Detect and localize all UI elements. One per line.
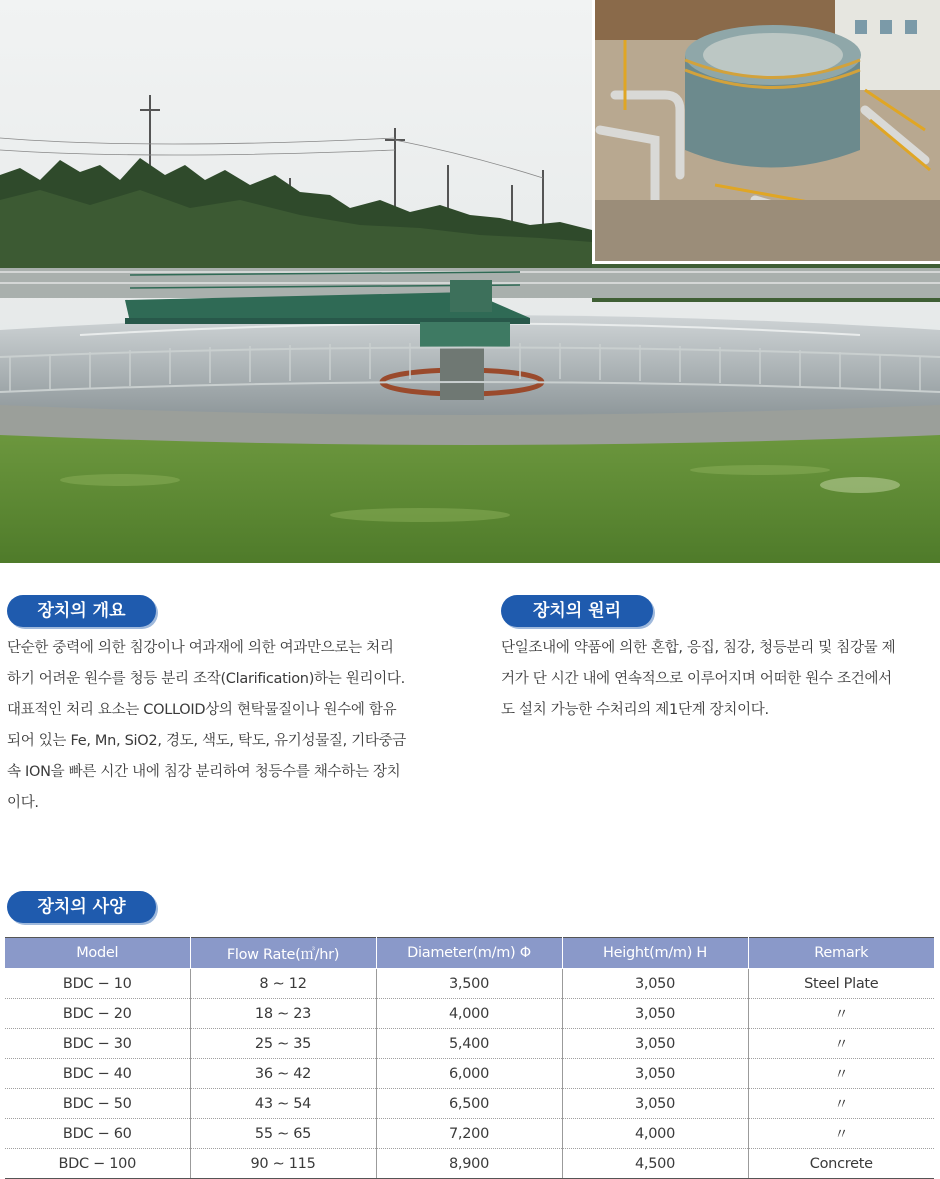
table-row	[5, 1119, 934, 1149]
overview-line: 하기 어려운 원수를 청등 분리 조작(Clarification)하는 원리이다.	[7, 671, 405, 687]
spec-table	[5, 937, 934, 1179]
header-model: Model	[5, 938, 190, 969]
overview-text	[7, 633, 442, 819]
cell-model: BDC − 100	[5, 1149, 190, 1179]
cell-height: 3,050	[562, 1029, 748, 1059]
cell-diameter: 8,900	[376, 1149, 562, 1179]
cell-model: BDC − 20	[5, 999, 190, 1029]
cell-model: BDC − 50	[5, 1089, 190, 1119]
cell-diameter: 6,000	[376, 1059, 562, 1089]
table-row	[5, 999, 934, 1029]
principle-text	[501, 633, 934, 726]
cell-remark: Concrete	[748, 1149, 934, 1179]
cell-diameter: 7,200	[376, 1119, 562, 1149]
cell-diameter: 6,500	[376, 1089, 562, 1119]
table-row	[5, 1089, 934, 1119]
cell-height: 4,500	[562, 1149, 748, 1179]
table-row	[5, 969, 934, 999]
cell-model: BDC − 10	[5, 969, 190, 999]
overview-line: 속 ION을 빠른 시간 내에 침강 분리하여 청등수를 채수하는 장치	[7, 764, 401, 780]
cell-remark: 〃	[748, 1119, 934, 1149]
principle-line: 거가 단 시간 내에 연속적으로 이루어지며 어떠한 원수 조건에서	[501, 671, 892, 687]
cell-remark: 〃	[748, 999, 934, 1029]
cell-remark: Steel Plate	[748, 969, 934, 999]
spec-title: 장치의 사양	[7, 891, 156, 923]
cell-model: BDC − 30	[5, 1029, 190, 1059]
cell-height: 3,050	[562, 999, 748, 1029]
cell-flow-rate: 55 ∼ 65	[190, 1119, 376, 1149]
clarifier-photo	[0, 0, 940, 563]
principle-title: 장치의 원리	[501, 595, 653, 627]
cell-diameter: 5,400	[376, 1029, 562, 1059]
header-height: Height(m/m) H	[562, 938, 748, 969]
overview-line: 되어 있는 Fe, Mn, SiO2, 경도, 색도, 탁도, 유기성물질, 기타중금	[7, 733, 407, 749]
cell-remark: 〃	[748, 1059, 934, 1089]
principle-line: 도 설치 가능한 수처리의 제1단계 장치이다.	[501, 702, 769, 718]
cell-height: 3,050	[562, 1089, 748, 1119]
cell-model: BDC − 40	[5, 1059, 190, 1089]
steel-tank-illustration	[595, 0, 940, 261]
steel-tank-inset-photo	[592, 0, 940, 264]
cell-flow-rate: 43 ∼ 54	[190, 1089, 376, 1119]
cell-flow-rate: 25 ∼ 35	[190, 1029, 376, 1059]
cell-height: 4,000	[562, 1119, 748, 1149]
spec-header-row	[5, 938, 934, 969]
table-row	[5, 1149, 934, 1179]
overview-line: 단순한 중력에 의한 침강이나 여과재에 의한 여과만으로는 처리	[7, 640, 394, 656]
cell-remark: 〃	[748, 1089, 934, 1119]
header-flow-rate: Flow Rate(㎥/hr)	[190, 938, 376, 969]
cell-flow-rate: 8 ∼ 12	[190, 969, 376, 999]
cell-flow-rate: 36 ∼ 42	[190, 1059, 376, 1089]
principle-line: 단일조내에 약품에 의한 혼합, 응집, 침강, 청등분리 및 침강물 제	[501, 640, 896, 656]
table-row	[5, 1029, 934, 1059]
cell-model: BDC − 60	[5, 1119, 190, 1149]
overview-title: 장치의 개요	[7, 595, 156, 627]
header-diameter: Diameter(m/m) Φ	[376, 938, 562, 969]
cell-flow-rate: 18 ∼ 23	[190, 999, 376, 1029]
cell-height: 3,050	[562, 969, 748, 999]
cell-remark: 〃	[748, 1029, 934, 1059]
cell-flow-rate: 90 ∼ 115	[190, 1149, 376, 1179]
table-row	[5, 1059, 934, 1089]
header-remark: Remark	[748, 938, 934, 969]
overview-line: 대표적인 처리 요소는 COLLOID상의 현탁물질이나 원수에 함유	[7, 702, 397, 718]
cell-height: 3,050	[562, 1059, 748, 1089]
cell-diameter: 3,500	[376, 969, 562, 999]
overview-line: 이다.	[7, 795, 39, 811]
cell-diameter: 4,000	[376, 999, 562, 1029]
